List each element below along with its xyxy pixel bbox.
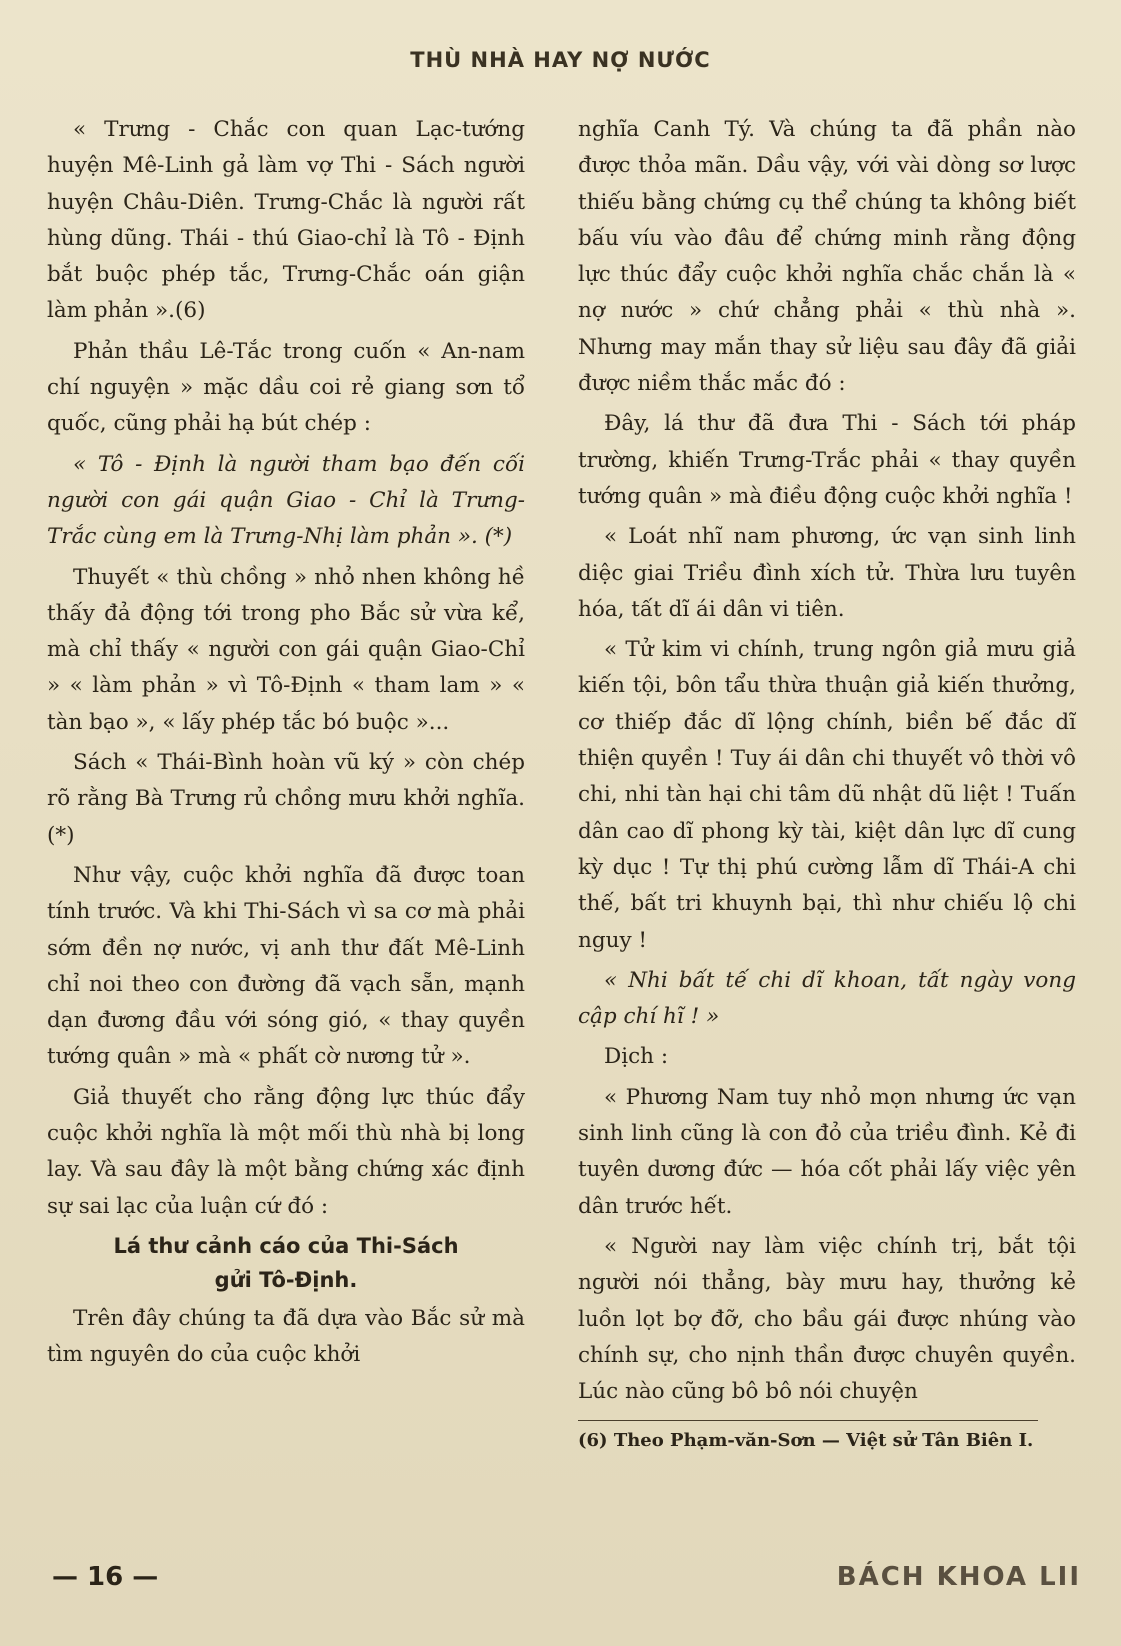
translation-label: Dịch : (604, 1044, 669, 1070)
translation-paragraph: « Phương Nam tuy nhỏ mọn nhưng ức vạn sinh linh cũng là con đỏ của triều đình. Kẻ đi tuyên dương đức — hóa cốt phải lấy việc yên dân trước hết. (578, 1084, 1076, 1219)
paragraph: Giả thuyết cho rằng động lực thúc đẩy cuộc khởi nghĩa là một mối thù nhà bị long lay. Và sau đây là một bằng chứng xác định sự sai lạc của luận cứ đó : (47, 1084, 525, 1219)
paragraph: Như vậy, cuộc khởi nghĩa đã được toan tính trước. Và khi Thi-Sách vì sa cơ mà phải sớm đền nợ nước, vị anh thư đất Mê-Linh chỉ noi theo con đường đã vạch sẵn, mạnh dạn đương đầu với sóng gió, « thay quyền tướng quân » mà « phất cờ nương tử ». (47, 862, 525, 1070)
section-heading (47, 1229, 525, 1297)
translation-paragraph: « Người nay làm việc chính trị, bắt tội người nói thẳng, bày mưu hay, thưởng kẻ luồn lọt bợ đỡ, cho bầu gái được nhúng vào chính sự, cho nịnh thần được chuyên quyền. Lúc nào cũng bô bô nói chuyện (578, 1233, 1076, 1405)
paragraph: Trên đây chúng ta đã dựa vào Bắc sử mà tìm nguyên do của cuộc khởi (47, 1305, 525, 1368)
left-column (47, 112, 525, 1378)
paragraph: Sách « Thái-Bình hoàn vũ ký » còn chép rõ rằng Bà Trưng rủ chồng mưu khởi nghĩa. (*) (47, 750, 525, 848)
page-number: — 16 — (52, 1562, 159, 1592)
running-title: THÙ NHÀ HAY NỢ NƯỚC (410, 48, 711, 72)
sino-vietnamese-text: « Nhi bất tế chi dĩ khoan, tất ngày vong cập chí hĩ ! » (578, 967, 1076, 1030)
paragraph: nghĩa Canh Tý. Và chúng ta đã phần nào được thỏa mãn. Dầu vậy, với vài dòng sơ lược thiếu bằng chứng cụ thể chúng ta không biết bấu víu vào đâu để chứng minh rằng động lực thúc đẩy cuộc khởi nghĩa chắc chắn là « nợ nước » chứ chẳng phải « thù nhà ». Nhưng may mắn thay sử liệu sau đây đã giải được niềm thắc mắc đó : (578, 117, 1076, 397)
sino-vietnamese-text: « Loát nhĩ nam phương, ức vạn sinh linh diệc giai Triều đình xích tử. Thừa lưu tuyên hóa, tất dĩ ái dân vi tiên. (578, 524, 1076, 622)
paragraph: « Trưng - Chắc con quan Lạc-tướng huyện Mê-Linh gả làm vợ Thi - Sách người huyện Châu-Diên. Trưng-Chắc là người rất hùng dũng. Thái - thú Giao-chỉ là Tô - Định bắt buộc phép tắc, Trưng-Chắc oán giận làm phản ».(6) (47, 117, 525, 324)
footnote-divider (578, 1420, 1038, 1421)
footnote: (6) Theo Phạm-văn-Sơn — Việt sử Tân Biên I. (578, 1430, 1034, 1452)
paragraph: Đây, lá thư đã đưa Thi - Sách tới pháp trường, khiến Trưng-Trắc phải « thay quyền tướng quân » mà điều động cuộc khởi nghĩa ! (578, 411, 1076, 509)
quotation-paragraph: « Tô - Định là người tham bạo đến cối người con gái quận Giao - Chỉ là Trưng-Trắc cùng em là Trưng-Nhị làm phản ». (*) (47, 451, 525, 550)
section-heading-line-1: Lá thư cảnh cáo của Thi-Sách (113, 1233, 459, 1258)
right-column (578, 112, 1076, 1455)
journal-name: BÁCH KHOA LII (836, 1562, 1081, 1592)
paragraph: Phản thầu Lê-Tắc trong cuốn « An-nam chí nguyện » mặc dầu coi rẻ giang sơn tổ quốc, cũng phải hạ bút chép : (47, 338, 525, 437)
section-heading-line-2: gửi Tô-Định. (214, 1267, 358, 1292)
sino-vietnamese-text: « Tử kim vi chính, trung ngôn giả mưu giả kiến tội, bôn tẩu thừa thuận giả kiến thưởng, cơ thiếp đắc dĩ lộng chính, biền bế đắc dĩ thiện quyền ! Tuy ái dân chi thuyết vô thời vô chi, nhi tàn hại chi tâm dũ nhật dũ liệt ! Tuấn dân cao dĩ phong kỳ tài, kiệt dân lực dĩ cung kỳ dục ! Tự thị phú cường lẫm dĩ Thái-A chi thế, bất tri khuynh bại, thì như chiếu lộ chi nguy ! (578, 637, 1076, 953)
paragraph: Thuyết « thù chồng » nhỏ nhen không hề thấy đả động tới trong pho Bắc sử vừa kể, mà chỉ thấy « người con gái quận Giao-Chỉ » « làm phản » vì Tô-Định « tham lam » « tàn bạo », « lấy phép tắc bó buộc »... (47, 564, 525, 735)
